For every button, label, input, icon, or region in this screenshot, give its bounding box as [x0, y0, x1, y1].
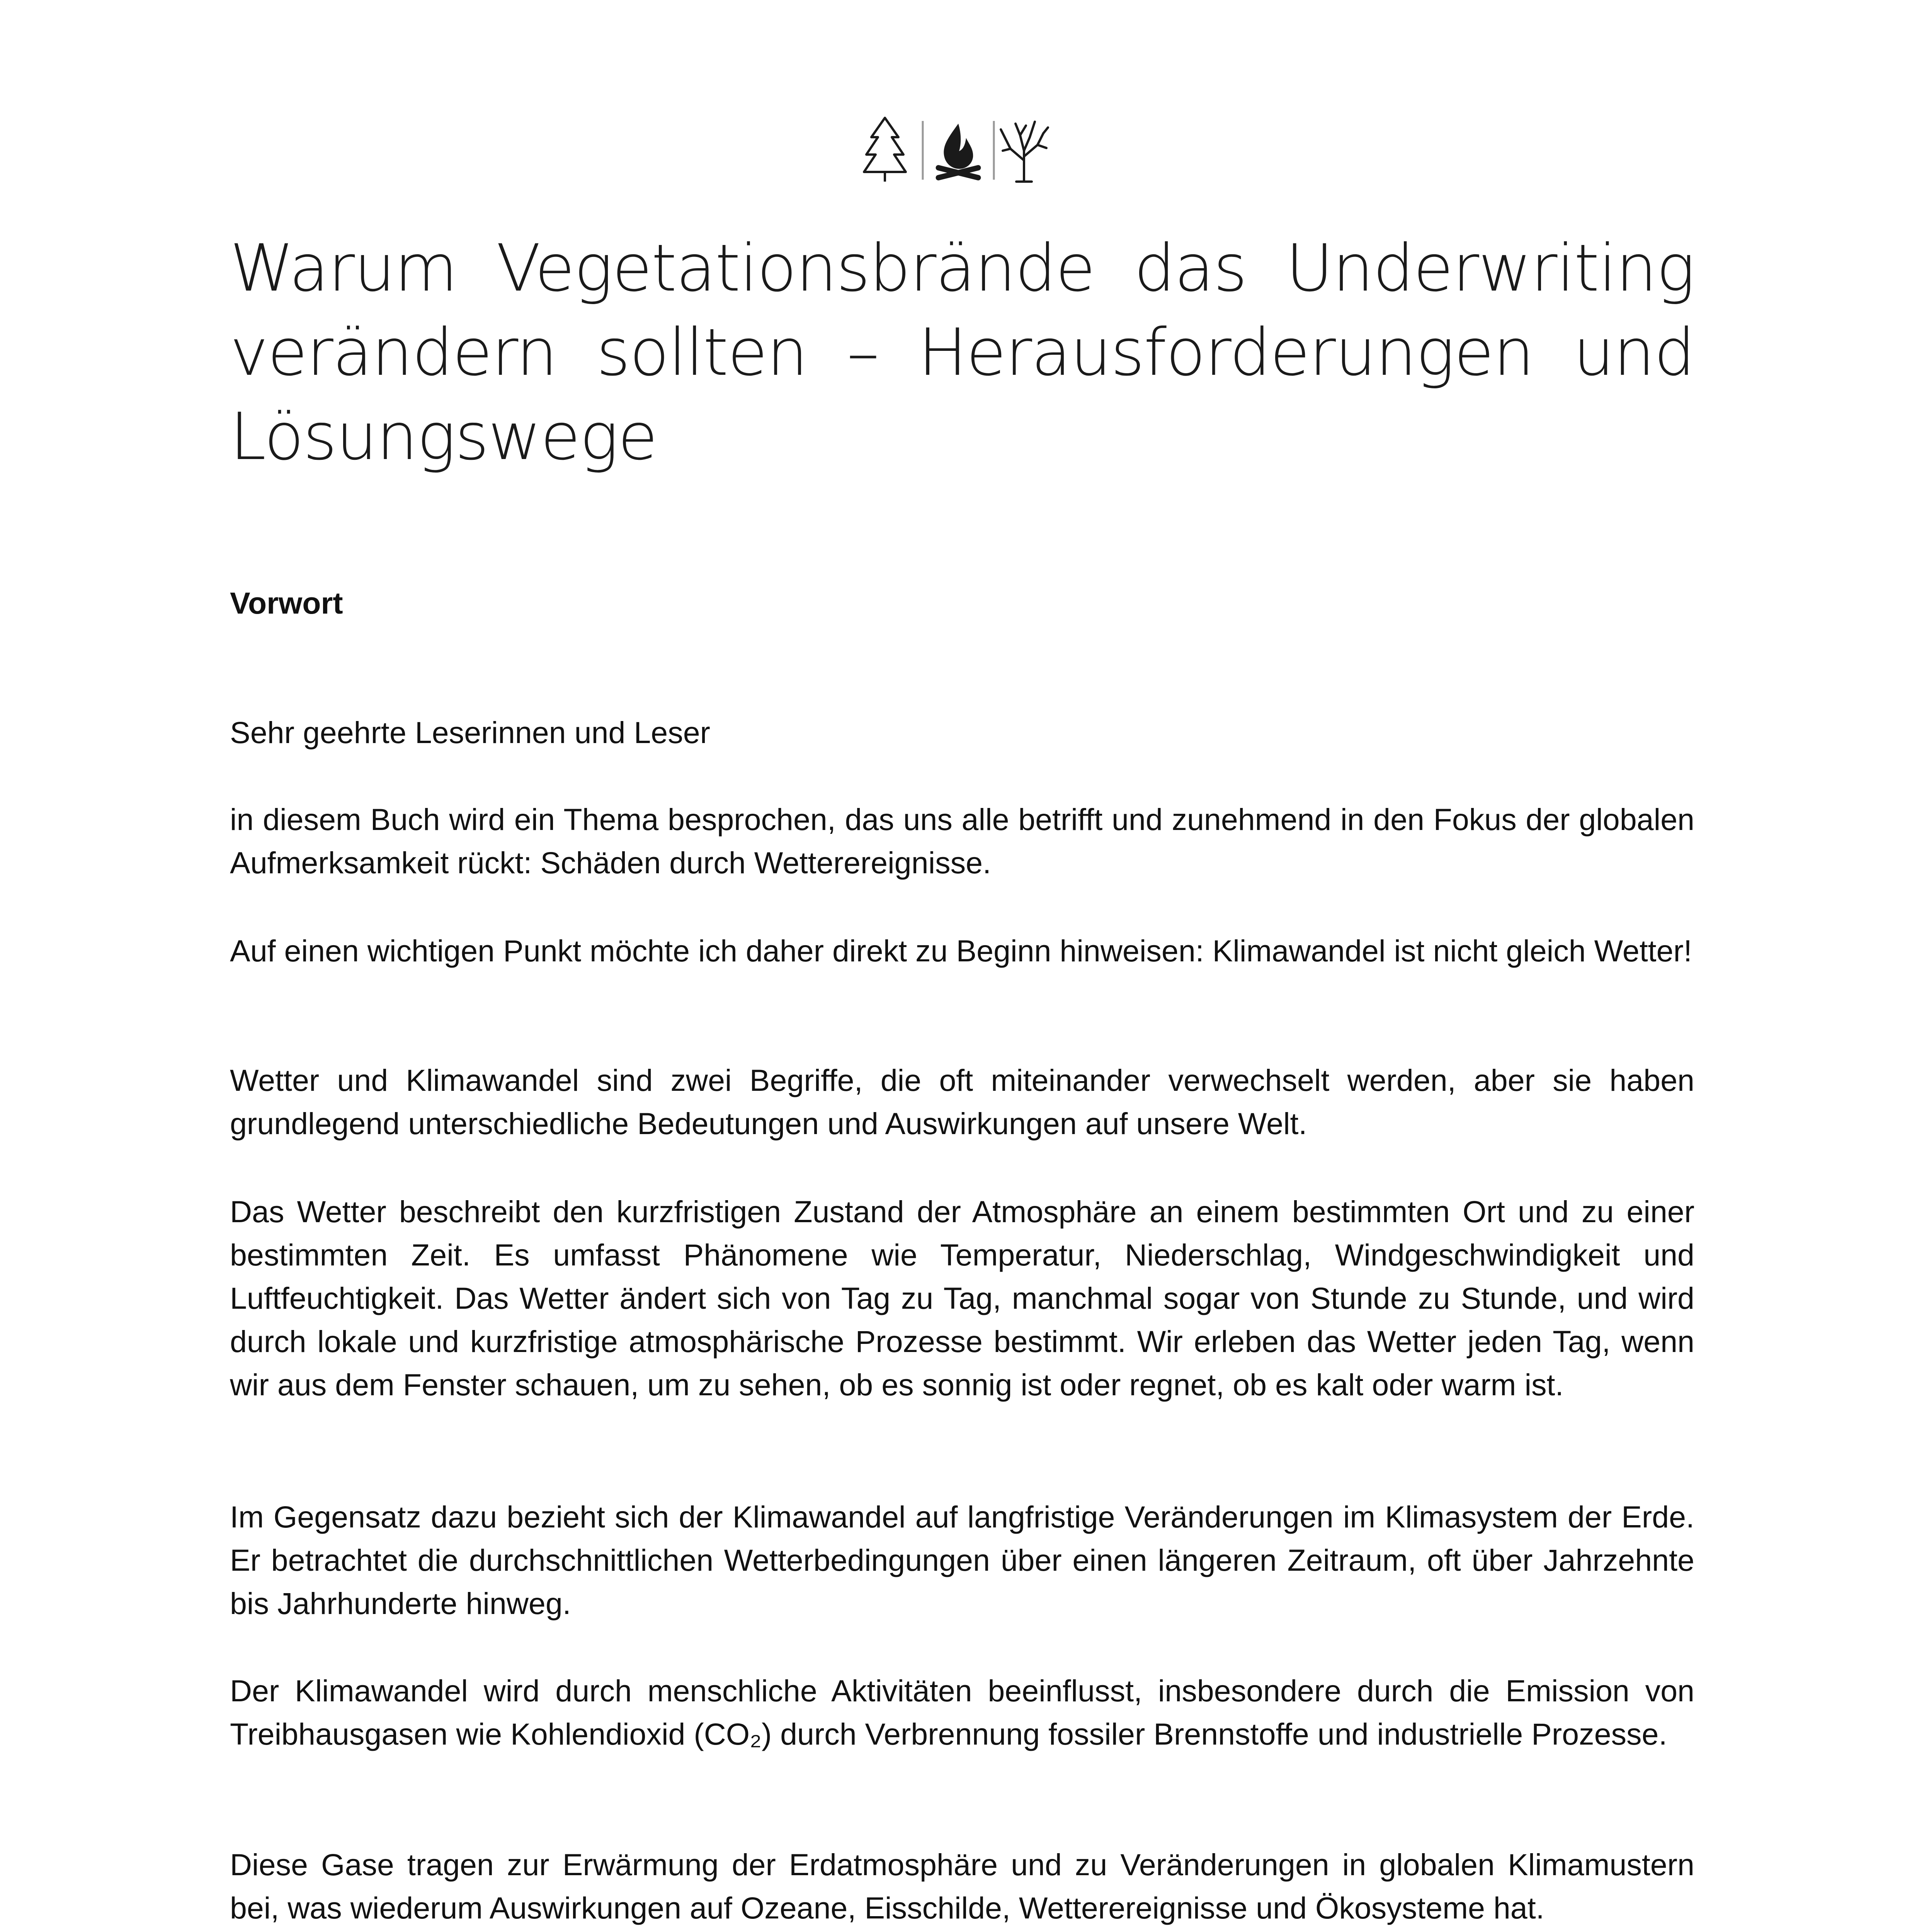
- page-title: Warum Vegetationsbrände das Underwriting verändern sollten – Herausforderungen und Lösungswege: [230, 230, 1694, 474]
- campfire-icon: [935, 124, 981, 181]
- paragraph: Wetter und Klimawandel sind zwei Begriffe, die oft miteinander verwechselt werden, aber sie haben grundlegend unterschiedliche Bedeutungen und Auswirkungen auf unsere Welt.: [230, 1063, 1694, 1141]
- section-heading: Vorwort: [230, 586, 343, 620]
- header-icon-group: [862, 114, 1055, 184]
- paragraph: in diesem Buch wird ein Thema besprochen, das uns alle betrifft und zunehmend in den Fokus der globalen Aufmerksamkeit rückt: Schäden durch Wetterereignisse.: [230, 802, 1694, 880]
- bare-tree-icon: [1001, 122, 1048, 182]
- tree-icon: [864, 118, 906, 182]
- paragraph: Diese Gase tragen zur Erwärmung der Erdatmosphäre und zu Veränderungen in globalen Klimamustern bei, was wiederum Auswirkungen auf Ozeane, Eisschilde, Wetterereignisse und Ökosysteme hat.: [230, 1847, 1694, 1925]
- paragraph: Auf einen wichtigen Punkt möchte ich daher direkt zu Beginn hinweisen: Klimawandel ist nicht gleich Wetter!: [230, 934, 1692, 968]
- paragraph: Im Gegensatz dazu bezieht sich der Klimawandel auf langfristige Veränderungen im Klimasystem der Erde. Er betrachtet die durchschnittlichen Wetterbedingungen über einen längeren Zeitraum, oft über Jahrzehnte bis Jahrhunderte hinweg.: [230, 1500, 1694, 1621]
- paragraph: Der Klimawandel wird durch menschliche Aktivitäten beeinflusst, insbesondere durch die Emission von Treibhausgasen wie Kohlendioxid (CO₂) durch Verbrennung fossiler Brennstoffe und industrielle Prozesse.: [230, 1673, 1694, 1751]
- paragraph-salutation: Sehr geehrte Leserinnen und Leser: [230, 715, 710, 750]
- paragraph: Das Wetter beschreibt den kurzfristigen Zustand der Atmosphäre an einem bestimmten Ort und zu einer bestimmten Zeit. Es umfasst Phänomene wie Temperatur, Niederschlag, Windgeschwindigkeit und Luftfeuchtigkeit. Das Wetter ändert sich von Tag zu Tag, manchmal sogar von Stunde zu Stunde, und wird durch lokale und kurzfristige atmosphärische Prozesse bestimmt. Wir erleben das Wetter jeden Tag, wenn wir aus dem Fenster schauen, um zu sehen, ob es sonnig ist oder regnet, ob es kalt oder warm ist.: [230, 1194, 1694, 1402]
